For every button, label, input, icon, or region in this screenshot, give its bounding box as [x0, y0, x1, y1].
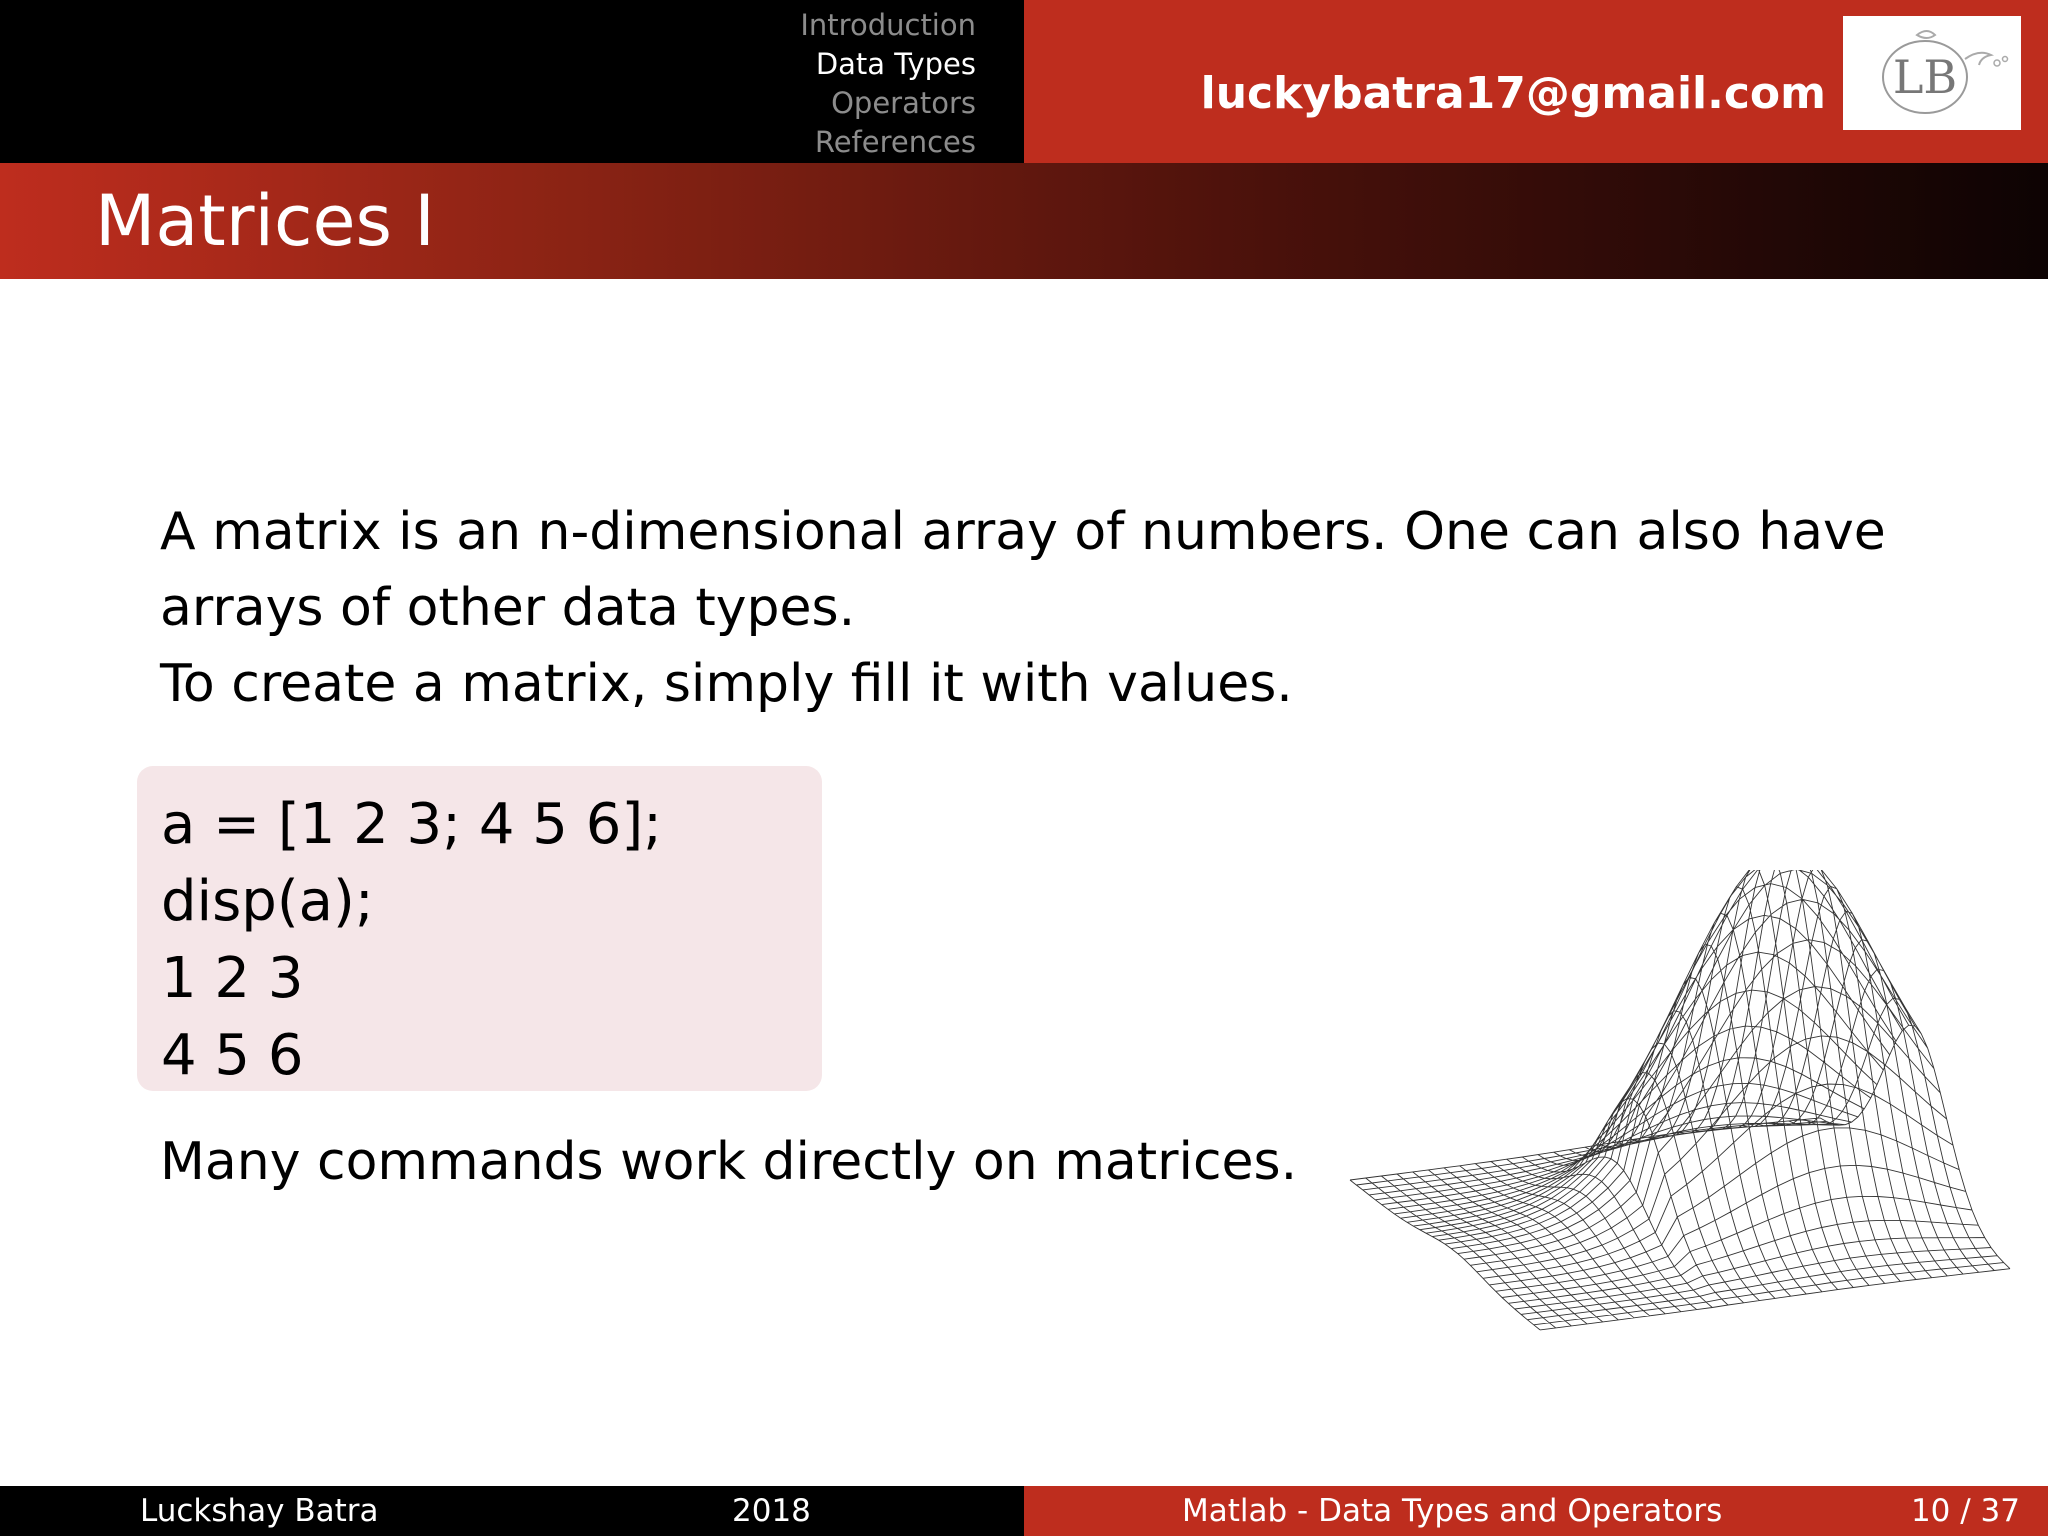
code-line: 4 5 6 — [161, 1023, 304, 1088]
mesh-surface-plot-illustration — [1330, 870, 2020, 1410]
nav-item-data-types[interactable]: Data Types — [815, 47, 976, 81]
author-email: luckybatra17@gmail.com — [1200, 68, 1826, 119]
lb-logo — [1843, 16, 2021, 130]
title-bar — [0, 163, 2048, 279]
slide-title: Matrices I — [95, 180, 435, 262]
code-lines — [161, 786, 662, 1094]
lb-logo-icon — [1847, 19, 2017, 127]
create-matrix-text: To create a matrix, simply fill it with values. — [160, 654, 1293, 714]
code-line: 1 2 3 — [161, 946, 304, 1011]
nav-item-introduction[interactable]: Introduction — [800, 8, 976, 42]
commands-on-matrices-text: Many commands work directly on matrices. — [160, 1132, 1298, 1192]
code-line: a = [1 2 3; 4 5 6]; — [161, 792, 663, 857]
header-navigation-bar — [0, 0, 1024, 163]
nav-item-references[interactable]: References — [814, 125, 976, 159]
footer-author: Luckshay Batra — [140, 1493, 379, 1529]
code-example-block — [137, 766, 822, 1091]
footer-right — [1024, 1486, 2048, 1536]
footer-talk-title: Matlab - Data Types and Operators — [1182, 1493, 1723, 1529]
footer-left — [0, 1486, 1024, 1536]
footer-year: 2018 — [732, 1493, 811, 1529]
nav-item-operators[interactable]: Operators — [831, 86, 976, 120]
mesh-wireframe — [1350, 870, 2010, 1330]
code-line: disp(a); — [161, 869, 374, 934]
matrix-definition-text: A matrix is an n-dimensional array of numbers. One can also have arrays of other data types. — [160, 502, 1886, 638]
section-navigation — [800, 6, 976, 162]
logo-text: LB — [1892, 50, 1958, 104]
footer-page-number: 10 / 37 — [1910, 1493, 2020, 1529]
